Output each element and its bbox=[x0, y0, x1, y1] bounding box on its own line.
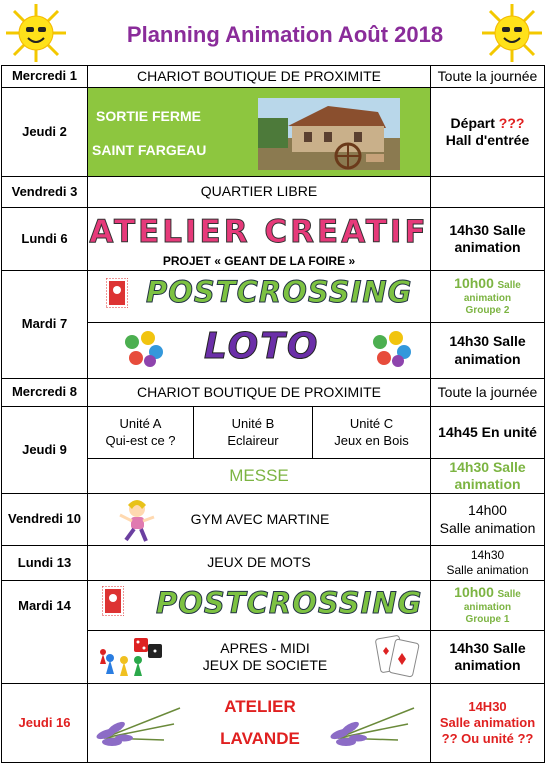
activity-label: GYM AVEC MARTINE bbox=[190, 510, 330, 527]
lottery-balls-icon bbox=[370, 328, 414, 368]
info-text: Salle bbox=[497, 280, 521, 292]
activity-label: CHARIOT BOUTIQUE DE PROXIMITE bbox=[137, 67, 381, 84]
info-text: ?? Ou unité ?? bbox=[441, 731, 534, 747]
info-text: 14h30 Salle bbox=[449, 458, 526, 475]
postage-stamp-icon bbox=[106, 278, 128, 308]
info-text: animation bbox=[454, 350, 521, 367]
info-text: animation bbox=[463, 601, 512, 613]
day-label: Jeudi 16 bbox=[18, 714, 71, 730]
schedule-info: 14h45 En unité bbox=[438, 423, 537, 440]
activity-label: SORTIE FERME bbox=[96, 108, 202, 124]
activity-label: JEUX DE MOTS bbox=[207, 554, 311, 571]
info-text: 14h00 bbox=[468, 502, 507, 518]
info-text: Salle animation bbox=[439, 519, 536, 536]
headline-text: POSTCROSSING bbox=[156, 586, 423, 620]
day-label: Lundi 13 bbox=[17, 554, 72, 570]
day-label: Mardi 7 bbox=[21, 316, 68, 332]
activity-label: QUARTIER LIBRE bbox=[200, 183, 318, 200]
lavender-icon bbox=[328, 694, 420, 748]
schedule-info bbox=[431, 684, 544, 762]
schedule-info bbox=[431, 271, 544, 322]
schedule-info bbox=[431, 494, 544, 545]
info-text: Départ bbox=[450, 114, 495, 131]
activity-label: SAINT FARGEAU bbox=[92, 142, 207, 158]
schedule-info bbox=[431, 323, 544, 378]
schedule-info bbox=[431, 208, 544, 270]
info-text: 14h30 Salle bbox=[449, 221, 526, 238]
info-text: Hall d'entrée bbox=[445, 132, 530, 148]
farm-photo bbox=[258, 98, 400, 170]
info-text: animation bbox=[463, 292, 512, 304]
creative-workshop-cell bbox=[88, 208, 430, 270]
board-game-pieces-icon bbox=[98, 634, 166, 678]
schedule-info bbox=[431, 581, 544, 630]
farm-outing-cell bbox=[88, 88, 430, 176]
info-text: animation bbox=[454, 239, 521, 255]
unit-name: Unité B bbox=[231, 416, 275, 432]
day-label: Vendredi 3 bbox=[11, 183, 78, 199]
day-label: Mercredi 1 bbox=[11, 68, 78, 84]
lottery-balls-icon bbox=[122, 328, 166, 368]
info-text: 14h30 Salle bbox=[449, 333, 526, 349]
schedule-info bbox=[431, 631, 544, 683]
activity-line: JEUX DE SOCIETE bbox=[202, 657, 328, 673]
info-text: 10h00 bbox=[454, 275, 494, 292]
info-text: animation bbox=[454, 476, 521, 492]
unit-activity: Qui-est ce ? bbox=[105, 432, 176, 448]
day-label: Mardi 14 bbox=[18, 597, 71, 613]
day-label: Mercredi 8 bbox=[11, 384, 78, 400]
info-text: 14h30 bbox=[470, 548, 505, 562]
lavender-icon bbox=[94, 694, 186, 748]
activity-label: CHARIOT BOUTIQUE DE PROXIMITE bbox=[137, 383, 381, 400]
schedule-info: Toute la journée bbox=[437, 67, 538, 84]
activity-line: ATELIER bbox=[224, 696, 296, 716]
day-label: Jeudi 9 bbox=[22, 441, 67, 457]
unit-activity: Jeux en Bois bbox=[334, 432, 409, 448]
unit-c-cell bbox=[313, 407, 430, 458]
schedule-info bbox=[431, 459, 544, 493]
info-text: 14H30 bbox=[468, 698, 507, 714]
unit-a-cell bbox=[88, 407, 193, 458]
schedule-info bbox=[431, 546, 544, 580]
info-text: Groupe 2 bbox=[465, 305, 510, 317]
playing-cards-icon bbox=[374, 633, 422, 679]
headline-text: POSTCROSSING bbox=[146, 275, 413, 309]
headline-text: ATELIER CREATIF bbox=[89, 214, 429, 250]
schedule-info bbox=[431, 88, 544, 176]
activity-line: LAVANDE bbox=[220, 729, 300, 748]
unit-name: Unité C bbox=[349, 416, 394, 432]
postage-stamp-icon bbox=[102, 586, 124, 616]
info-text: Groupe 1 bbox=[465, 614, 510, 626]
activity-label bbox=[180, 631, 350, 683]
headline-text: LOTO bbox=[204, 326, 320, 367]
activity-label bbox=[190, 684, 330, 762]
activity-label: MESSE bbox=[229, 466, 289, 486]
sun-smiley-icon bbox=[478, 2, 546, 64]
day-label: Lundi 6 bbox=[21, 230, 68, 246]
info-text: Salle animation bbox=[439, 714, 536, 730]
unit-b-cell bbox=[194, 407, 312, 458]
gym-girl-icon bbox=[112, 497, 158, 543]
unit-name: Unité A bbox=[119, 416, 162, 432]
day-label: Vendredi 10 bbox=[8, 511, 81, 527]
schedule-info: Toute la journée bbox=[437, 383, 538, 400]
activity-line: APRES - MIDI bbox=[220, 639, 310, 656]
unit-activity: Eclaireur bbox=[227, 432, 279, 448]
info-question-marks: ??? bbox=[498, 114, 525, 131]
day-label: Jeudi 2 bbox=[22, 123, 67, 139]
activity-label: PROJET « GEANT DE LA FOIRE » bbox=[162, 253, 356, 268]
page-title: Planning Animation Août 2018 bbox=[126, 22, 444, 47]
info-text: 14h30 Salle bbox=[449, 639, 526, 656]
info-text: Salle bbox=[497, 589, 521, 601]
info-text: 10h00 bbox=[454, 584, 494, 601]
info-text: animation bbox=[454, 657, 521, 673]
info-text: Salle animation bbox=[446, 563, 529, 577]
